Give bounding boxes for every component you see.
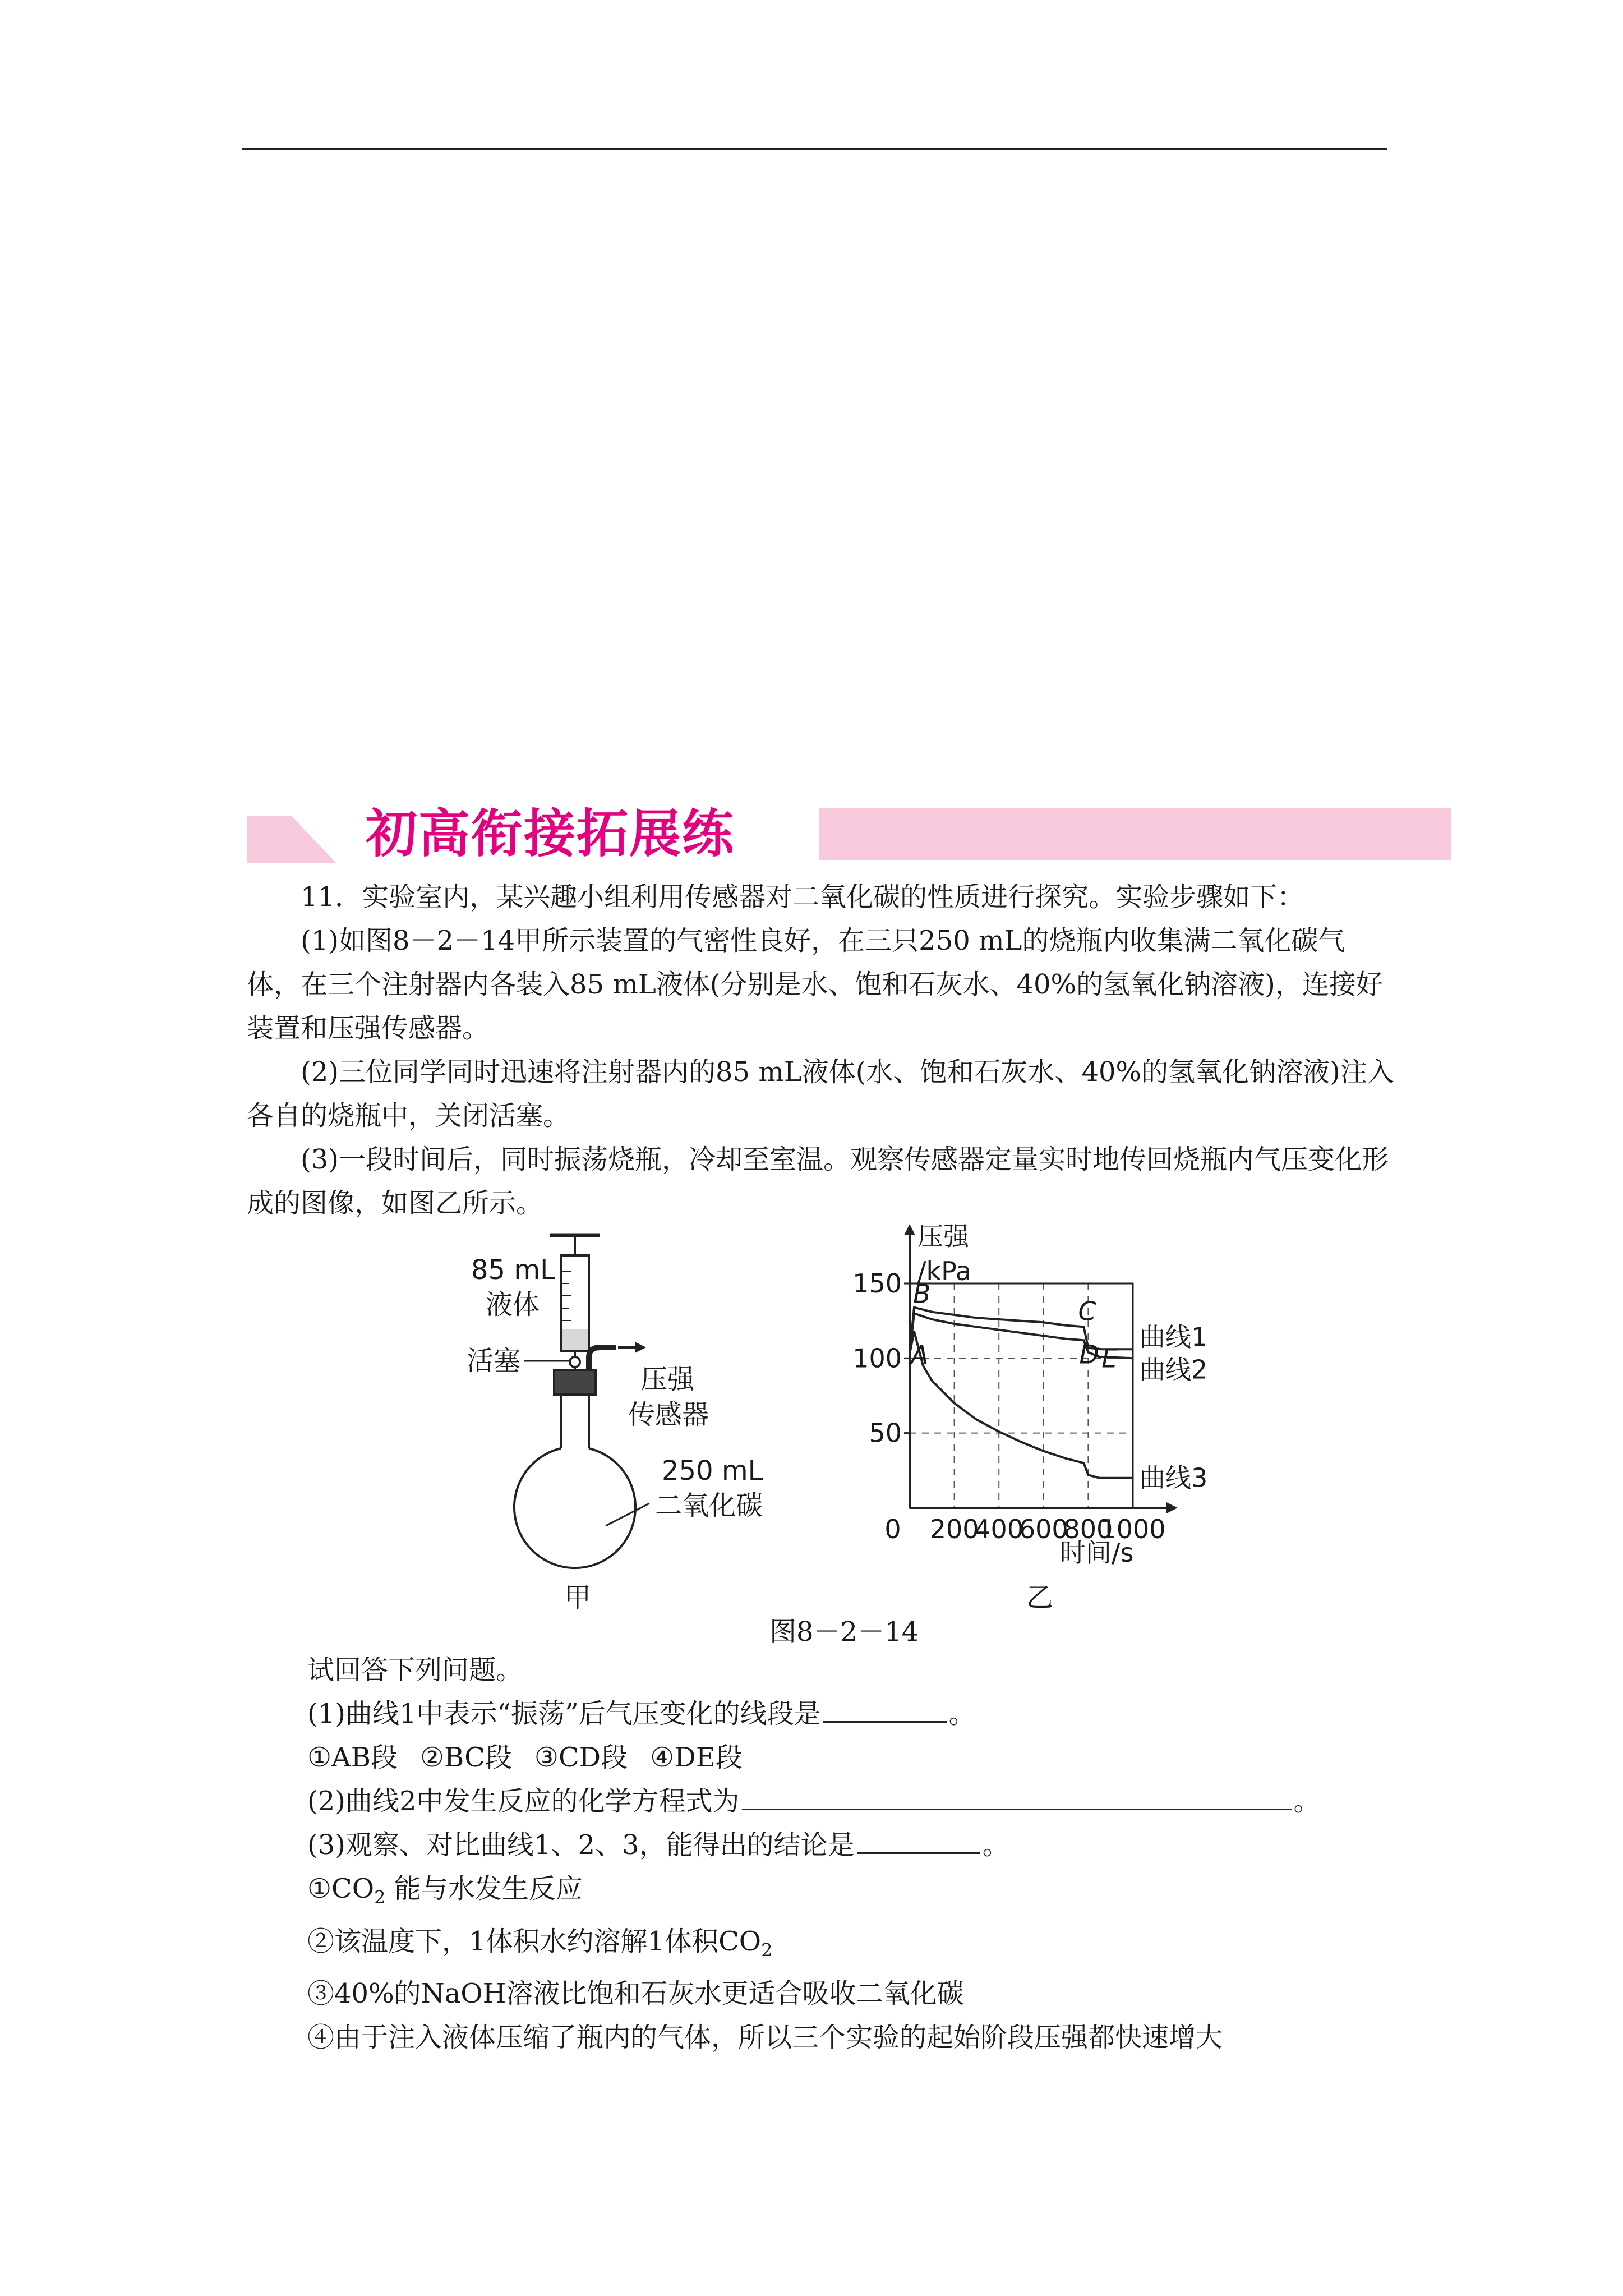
q1-options [307, 1736, 1429, 1779]
syringe-liquid-label: 液体 [486, 1289, 540, 1320]
section-banner [247, 805, 1451, 863]
point-label-E: E [1101, 1343, 1118, 1374]
pressure-chart [852, 1223, 1207, 1568]
y-axis-label-line2: /kPa [917, 1256, 971, 1286]
figure-drawing [437, 1223, 1256, 1649]
q3-option-4: ④由于注入液体压缩了瓶内的气体，所以三个实验的起始阶段压强都快速增大 [307, 2022, 1223, 2054]
flask-gas-label: 二氧化碳 [655, 1490, 763, 1521]
syringe-graduations [562, 1271, 571, 1333]
question-intro: 11．实验室内，某兴趣小组利用传感器对二氧化碳的性质进行探究。实验步骤如下： [301, 881, 1304, 913]
q1-stem [307, 1692, 1429, 1736]
sensor-arrowhead [635, 1342, 646, 1353]
series-label-3: 曲线3 [1140, 1462, 1208, 1493]
header-rule [242, 148, 1387, 150]
q2-stem-text: (2)曲线2中发生反应的化学方程式为 [307, 1786, 740, 1817]
q3-stem-text: (3)观察、对比曲线1、2、3，能得出的结论是 [307, 1829, 855, 1861]
point-label-D: D [1079, 1339, 1099, 1370]
flask-volume-label: 250 mL [662, 1455, 763, 1487]
valve-label: 活塞 [467, 1345, 521, 1377]
q3-option-3: ③40%的NaOH溶液比饱和石灰水更适合吸收二氧化碳 [307, 1978, 964, 2010]
q3-stem-end: 。 [982, 1829, 1009, 1861]
valve-knob [570, 1357, 580, 1367]
x-tick-label: 1000 [1100, 1514, 1166, 1544]
y-axis-arrow [904, 1224, 915, 1235]
flask-leader [606, 1503, 649, 1526]
rubber-stopper [554, 1370, 596, 1395]
y-tick-label: 150 [852, 1268, 902, 1299]
question-step-1: (1)如图8－2－14甲所示装置的气密性良好，在三只250 mL的烧瓶内收集满二氧化碳气体，在三个注射器内各装入85 mL液体(分别是水、饱和石灰水、40%的氢氧化钠溶液)，连接好装置和压强传感器。 [247, 925, 1383, 1044]
q1-answer-blank[interactable] [823, 1694, 947, 1723]
q1-option-1: ①AB段 [307, 1742, 398, 1773]
series-label-2: 曲线2 [1140, 1354, 1208, 1385]
q2-stem [307, 1779, 1429, 1823]
q3-option-1-sub: 2 [374, 1887, 386, 1908]
q3-option-1-b: 能与水发生反应 [394, 1873, 583, 1904]
q2-answer-blank[interactable] [742, 1782, 1292, 1810]
side-tube [589, 1347, 616, 1370]
series-label-1: 曲线1 [1140, 1322, 1208, 1352]
flask-bulb [514, 1448, 635, 1568]
q3-option-1-a: ①CO [307, 1873, 375, 1904]
y-axis-label-line1: 压强 [917, 1223, 969, 1251]
y-tick-label: 100 [852, 1343, 902, 1374]
sensor-label-line1: 压强 [640, 1364, 695, 1395]
y-tick-label: 50 [869, 1418, 902, 1448]
syringe-liquid [562, 1329, 588, 1350]
question-step-3: (3)一段时间后，同时振荡烧瓶，冷却至室温。观察传感器定量实时地传回烧瓶内气压变化形成的图像，如图乙所示。 [247, 1144, 1389, 1219]
q3-answer-blank[interactable] [857, 1825, 980, 1854]
panel-label-jia: 甲 [564, 1582, 592, 1613]
x-axis-arrow [1166, 1502, 1178, 1513]
figure-8-2-14 [437, 1223, 1256, 1649]
q3-stem [307, 1823, 1429, 1867]
x-tick-label: 400 [974, 1514, 1024, 1544]
x-tick-label: 800 [1063, 1514, 1113, 1544]
x-tick-label: 600 [1018, 1514, 1068, 1544]
plot-frame [910, 1283, 1133, 1508]
point-label-C: C [1078, 1296, 1096, 1327]
x-axis-label: 时间/s [1060, 1538, 1134, 1568]
q1-option-3: ③CD段 [534, 1742, 628, 1773]
answer-prompt: 试回答下列问题。 [307, 1654, 523, 1686]
question-body [247, 875, 1396, 1225]
q3-option-2-sub: 2 [761, 1939, 773, 1961]
q1-option-4: ④DE段 [650, 1742, 743, 1773]
banner-title: 初高衔接拓展练 [366, 804, 735, 864]
x-tick-label: 200 [929, 1514, 979, 1544]
q2-stem-end: 。 [1293, 1786, 1321, 1817]
question-step-2: (2)三位同学同时迅速将注射器内的85 mL液体(水、饱和石灰水、40%的氢氧化钠溶液)注入各自的烧瓶中，关闭活塞。 [247, 1056, 1394, 1131]
series-line-3 [910, 1331, 1133, 1478]
q1-option-2: ②BC段 [419, 1742, 512, 1773]
panel-label-yi: 乙 [1026, 1582, 1054, 1613]
answer-section [307, 1648, 1429, 2059]
point-label-B: B [912, 1278, 931, 1309]
sensor-label-line2: 传感器 [628, 1399, 709, 1430]
x-tick-label: 0 [884, 1514, 901, 1544]
q3-option-2-a: ②该温度下，1体积水约溶解1体积CO [307, 1925, 762, 1957]
syringe-volume-label: 85 mL [471, 1254, 555, 1286]
point-label-A: A [911, 1340, 929, 1370]
q1-stem-text: (1)曲线1中表示“振荡”后气压变化的线段是 [307, 1698, 821, 1729]
q3-option-2 [307, 1920, 1429, 1972]
series-line-1 [910, 1308, 1133, 1354]
q1-stem-end: 。 [948, 1698, 976, 1729]
q3-option-1 [307, 1867, 1429, 1920]
figure-caption: 图8－2－14 [769, 1616, 919, 1648]
